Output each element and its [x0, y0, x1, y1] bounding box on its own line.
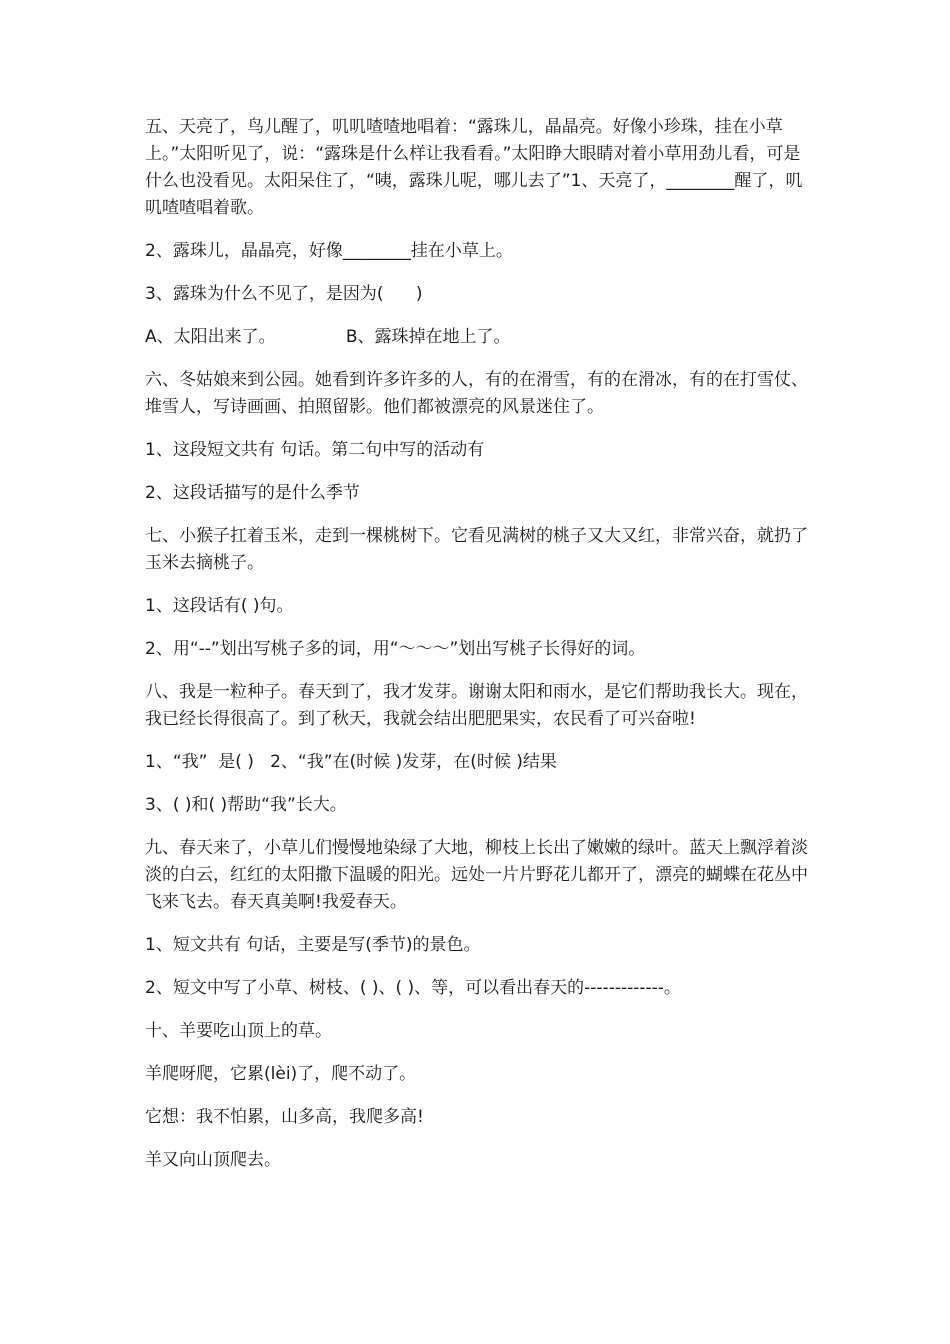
- passage-five: 五、天亮了，鸟儿醒了，叽叽喳喳地唱着：“露珠儿，晶晶亮。好像小珍珠，挂在小草上。”太阳听见了，说：“露珠是什么样让我看看。”太阳睁大眼睛对着小草用劲儿看，可是什么也没看见。太阳呆住了，“咦，露珠儿呢，哪儿去了”1、天亮了，________醒了，叽叽喳喳唱着歌。: [145, 117, 803, 218]
- passage-ten-line-3: 羊又向山顶爬去。: [145, 1150, 281, 1170]
- passage-six: 六、冬姑娘来到公园。她看到许多许多的人，有的在滑雪，有的在滑冰，有的在打雪仗、堆雪人，写诗画画、拍照留影。他们都被漂亮的风景迷住了。: [145, 370, 808, 417]
- question-5-3: 3、露珠为什么不见了，是因为( ): [145, 284, 423, 304]
- question-7-2: 2、用“--”划出写桃子多的词，用“～～～”划出写桃子长得好的词。: [145, 639, 646, 659]
- passage-nine: 九、春天来了，小草儿们慢慢地染绿了大地，柳枝上长出了嫩嫩的绿叶。蓝天上飘浮着淡淡的白云，红红的太阳撒下温暖的阳光。远处一片片野花儿都开了，漂亮的蝴蝶在花丛中飞来飞去。春天真美啊!我爱春天。: [145, 838, 808, 912]
- passage-ten-line-2: 它想：我不怕累，山多高，我爬多高!: [145, 1107, 424, 1127]
- passage-seven: 七、小猴子扛着玉米，走到一棵桃树下。它看见满树的桃子又大又红，非常兴奋，就扔了玉米去摘桃子。: [145, 526, 808, 573]
- passage-ten-line-1: 羊爬呀爬，它累(lèi)了，爬不动了。: [145, 1064, 417, 1084]
- question-9-1: 1、短文共有 句话，主要是写(季节)的景色。: [145, 935, 481, 955]
- question-9-2: 2、短文中写了小草、树枝、( )、( )、等，可以看出春天的-------------。: [145, 978, 681, 998]
- question-8-1-2: 1、“我” 是( ) 2、“我”在(时候 )发芽，在(时候 )结果: [145, 752, 557, 772]
- question-5-2: 2、露珠儿，晶晶亮，好像________挂在小草上。: [145, 241, 513, 261]
- question-6-2: 2、这段话描写的是什么季节: [145, 483, 360, 503]
- passage-ten-title: 十、羊要吃山顶上的草。: [145, 1021, 332, 1041]
- document-page: [145, 114, 810, 1174]
- passage-eight: 八、我是一粒种子。春天到了，我才发芽。谢谢太阳和雨水，是它们帮助我长大。现在，我已经长得很高了。到了秋天，我就会结出肥肥果实，农民看了可兴奋啦!: [145, 682, 808, 729]
- question-8-3: 3、( )和( )帮助“我”长大。: [145, 795, 347, 815]
- question-5-3-options: A、太阳出来了。 B、露珠掉在地上了。: [145, 327, 511, 347]
- question-7-1: 1、这段话有( )句。: [145, 596, 294, 616]
- question-6-1: 1、这段短文共有 句话。第二句中写的活动有: [145, 440, 485, 460]
